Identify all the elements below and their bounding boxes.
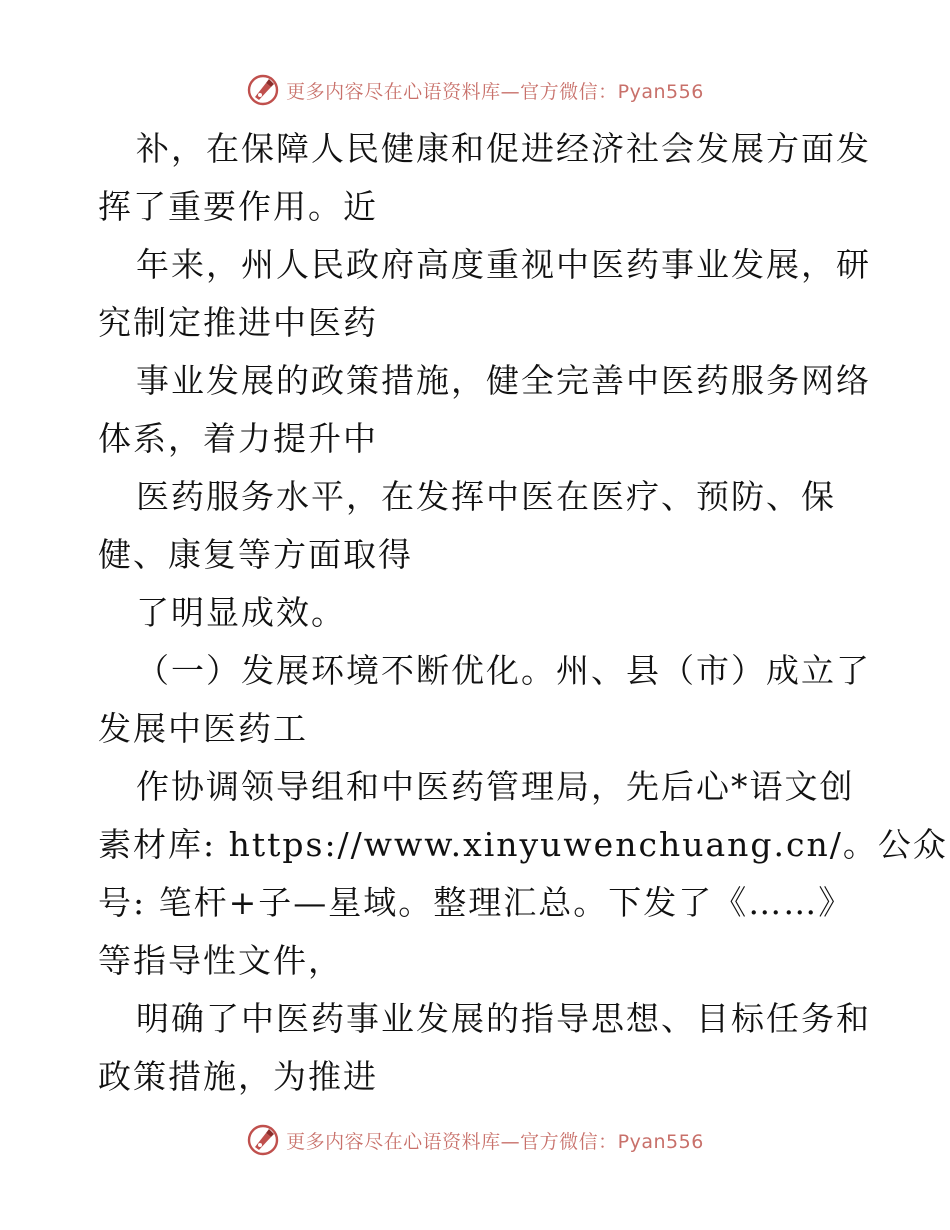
pen-nib-logo-icon <box>246 1123 280 1157</box>
body-text-line: （一）发展环境不断优化。州、县（市）成立了 <box>136 651 871 690</box>
body-text-line: 究制定推进中医药 <box>98 303 378 342</box>
body-text-line: 素材库: https://www.xinyuwenchuang.cn/。公众 <box>98 825 948 864</box>
body-text-line: 了明显成效。 <box>136 593 346 632</box>
body-text-line: 政策措施，为推进 <box>98 1057 378 1096</box>
document-body <box>98 120 948 1106</box>
footer-banner <box>0 1120 950 1160</box>
header-banner <box>0 70 950 110</box>
body-text-line: 医药服务水平，在发挥中医在医疗、预防、保 <box>136 477 836 516</box>
body-text-line: 明确了中医药事业发展的指导思想、目标任务和 <box>136 999 871 1038</box>
pen-nib-logo-icon <box>246 73 280 107</box>
header-banner-text: 更多内容尽在心语资料库—官方微信：Pyan556 <box>286 80 704 103</box>
body-text-line: 健、康复等方面取得 <box>98 535 413 574</box>
body-text-line: 事业发展的政策措施，健全完善中医药服务网络 <box>136 361 871 400</box>
body-text-line: 作协调领导组和中医药管理局，先后心*语文创 <box>136 767 855 806</box>
body-text-line: 号: 笔杆+子—星域。整理汇总。下发了《……》 <box>98 883 854 922</box>
body-text-line: 补，在保障人民健康和促进经济社会发展方面发 <box>136 129 871 168</box>
body-text-line: 年来，州人民政府高度重视中医药事业发展，研 <box>136 245 871 284</box>
body-text-line: 等指导性文件， <box>98 941 343 980</box>
body-text-line: 体系，着力提升中 <box>98 419 378 458</box>
body-text-line: 发展中医药工 <box>98 709 308 748</box>
footer-banner-text: 更多内容尽在心语资料库—官方微信：Pyan556 <box>286 1130 704 1153</box>
body-text-line: 挥了重要作用。近 <box>98 187 378 226</box>
